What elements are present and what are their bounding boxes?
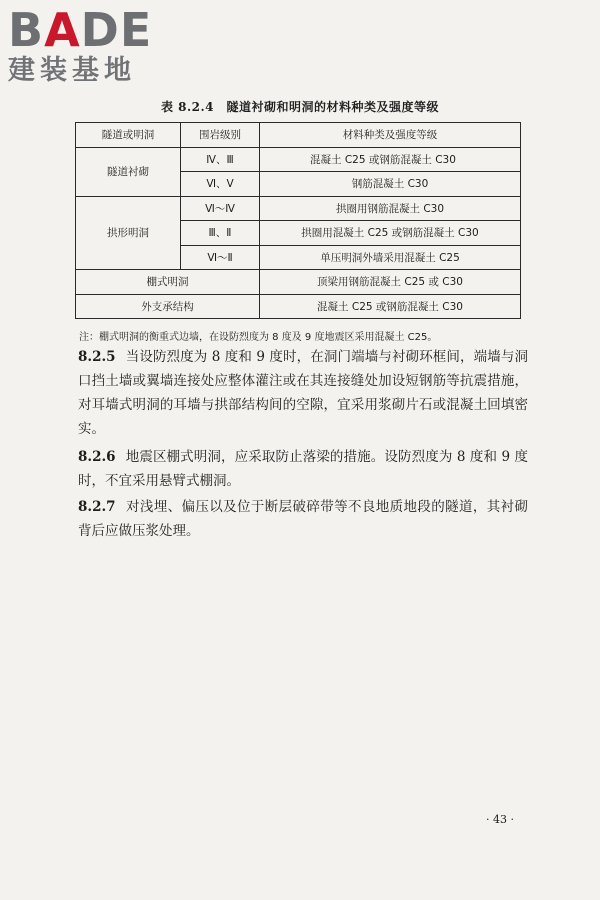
level-cell: Ⅵ～Ⅳ: [181, 196, 260, 221]
header-cell: 围岩级别: [181, 123, 260, 148]
level-cell: Ⅳ、Ⅲ: [181, 147, 260, 172]
table-title: 表 8.2.4 隧道衬砌和明洞的材料种类及强度等级: [160, 100, 440, 114]
logo-wordmark: BADE: [8, 3, 153, 57]
level-cell: Ⅵ、Ⅴ: [181, 172, 260, 197]
clause-text: 当设防烈度为 8 度和 9 度时，在洞门端墙与衬砌环框间，端墙与洞口挡土墙或翼墙连接处应整体灌注或在其连接缝处加设短钢筋等抗震措施，对耳墙式明洞的耳墙与拱部结构间的空隙，宜采用浆砌片石或混凝土回填密实。: [78, 349, 528, 437]
material-cell: 钢筋混凝土 C30: [260, 172, 521, 197]
material-table: [75, 122, 521, 319]
level-cell: Ⅵ～Ⅱ: [181, 245, 260, 270]
clause-text: 对浅埋、偏压以及位于断层破碎带等不良地质地段的隧道，其衬砌背后应做压浆处理。: [78, 499, 528, 539]
material-cell: 拱圈用混凝土 C25 或钢筋混凝土 C30: [260, 221, 521, 246]
clause-number: 8.2.5: [78, 349, 116, 365]
table-header-row: [76, 123, 521, 148]
material-cell: 单压明洞外墙采用混凝土 C25: [260, 245, 521, 270]
material-cell: 拱圈用钢筋混凝土 C30: [260, 196, 521, 221]
table-row: [76, 294, 521, 319]
table-note: 注：棚式明洞的衡重式边墙，在设防烈度为 8 度及 9 度地震区采用混凝土 C25。: [79, 332, 438, 343]
group-cell: 拱形明洞: [76, 196, 181, 270]
paragraph-8-2-7: [78, 495, 528, 543]
paragraph-8-2-6: [78, 445, 528, 493]
group-cell: 棚式明洞: [76, 270, 260, 295]
table-row: [76, 196, 521, 221]
clause-number: 8.2.7: [78, 499, 116, 515]
material-cell: 混凝土 C25 或钢筋混凝土 C30: [260, 294, 521, 319]
material-cell: 顶梁用钢筋混凝土 C25 或 C30: [260, 270, 521, 295]
page-number: · 43 ·: [486, 813, 514, 826]
logo: [8, 3, 183, 86]
clause-number: 8.2.6: [78, 449, 116, 465]
clause-text: 地震区棚式明洞，应采取防止落梁的措施。设防烈度为 8 度和 9 度时，不宜采用悬臂式棚洞。: [78, 449, 528, 489]
group-cell: 外支承结构: [76, 294, 260, 319]
header-cell: 材料种类及强度等级: [260, 123, 521, 148]
group-cell: 隧道衬砌: [76, 147, 181, 196]
material-cell: 混凝土 C25 或钢筋混凝土 C30: [260, 147, 521, 172]
level-cell: Ⅲ、Ⅱ: [181, 221, 260, 246]
paragraph-8-2-5: [78, 345, 528, 441]
logo-accent-letter: A: [44, 3, 81, 57]
table-row: [76, 147, 521, 172]
header-cell: 隧道或明洞: [76, 123, 181, 148]
table-row: [76, 270, 521, 295]
logo-subtitle: 建装基地: [8, 55, 136, 86]
